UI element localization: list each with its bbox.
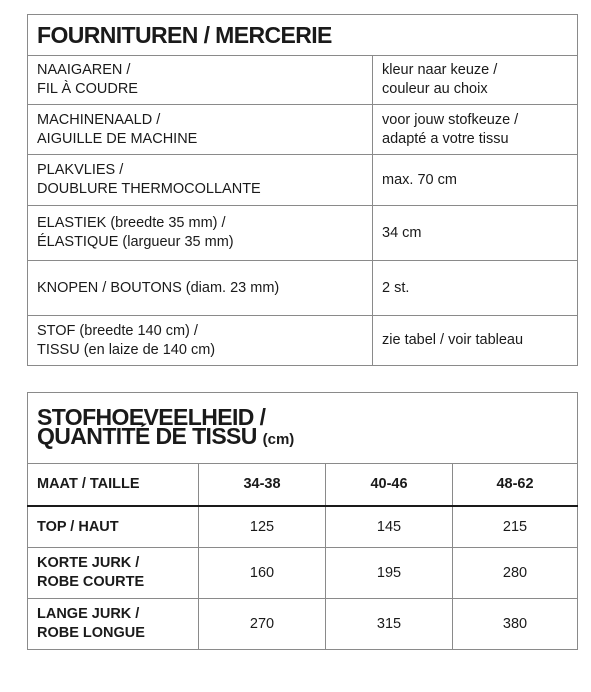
table-row	[28, 261, 578, 316]
table-row	[28, 105, 578, 155]
fabric-unit: (cm)	[262, 430, 295, 448]
table-row	[28, 548, 578, 599]
table-row	[28, 506, 578, 548]
garment-label: KORTE JURK / ROBE COURTE	[28, 548, 199, 599]
table-row	[28, 206, 578, 261]
table-row	[28, 599, 578, 650]
garment-label: TOP / HAUT	[28, 506, 199, 548]
supplies-title: FOURNITUREN / MERCERIE	[28, 15, 578, 56]
supply-value: kleur naar keuze / couleur au choix	[373, 56, 578, 105]
supply-value: zie tabel / voir tableau	[373, 316, 578, 366]
size-header: 34-38	[199, 464, 326, 507]
fabric-amount: 280	[453, 548, 578, 599]
supply-value: max. 70 cm	[373, 155, 578, 206]
fabric-amount: 195	[326, 548, 453, 599]
fabric-title: STOFHOEVEELHEID / QUANTITÉ DE TISSU (cm)	[28, 393, 578, 464]
supply-value: 34 cm	[373, 206, 578, 261]
fabric-amount: 145	[326, 506, 453, 548]
fabric-amount: 215	[453, 506, 578, 548]
size-header: 40-46	[326, 464, 453, 507]
supply-item: PLAKVLIES / DOUBLURE THERMOCOLLANTE	[28, 155, 373, 206]
supply-item: STOF (breedte 140 cm) / TISSU (en laize de 140 cm)	[28, 316, 373, 366]
supply-value: 2 st.	[373, 261, 578, 316]
supply-value: voor jouw stofkeuze / adapté a votre tissu	[373, 105, 578, 155]
supply-item: ELASTIEK (breedte 35 mm) / ÉLASTIQUE (largueur 35 mm)	[28, 206, 373, 261]
fabric-amount: 125	[199, 506, 326, 548]
supply-item: NAAIGAREN / FIL À COUDRE	[28, 56, 373, 105]
supplies-table	[27, 14, 578, 366]
supply-item: KNOPEN / BOUTONS (diam. 23 mm)	[28, 261, 373, 316]
table-row	[28, 155, 578, 206]
fabric-table	[27, 392, 578, 650]
garment-label: LANGE JURK / ROBE LONGUE	[28, 599, 199, 650]
fabric-amount: 270	[199, 599, 326, 650]
table-row	[28, 316, 578, 366]
table-row	[28, 56, 578, 105]
fabric-amount: 315	[326, 599, 453, 650]
table-header-row	[28, 464, 578, 507]
fabric-amount: 160	[199, 548, 326, 599]
fabric-amount: 380	[453, 599, 578, 650]
supply-item: MACHINENAALD / AIGUILLE DE MACHINE	[28, 105, 373, 155]
size-header: 48-62	[453, 464, 578, 507]
size-header-label: MAAT / TAILLE	[28, 464, 199, 507]
